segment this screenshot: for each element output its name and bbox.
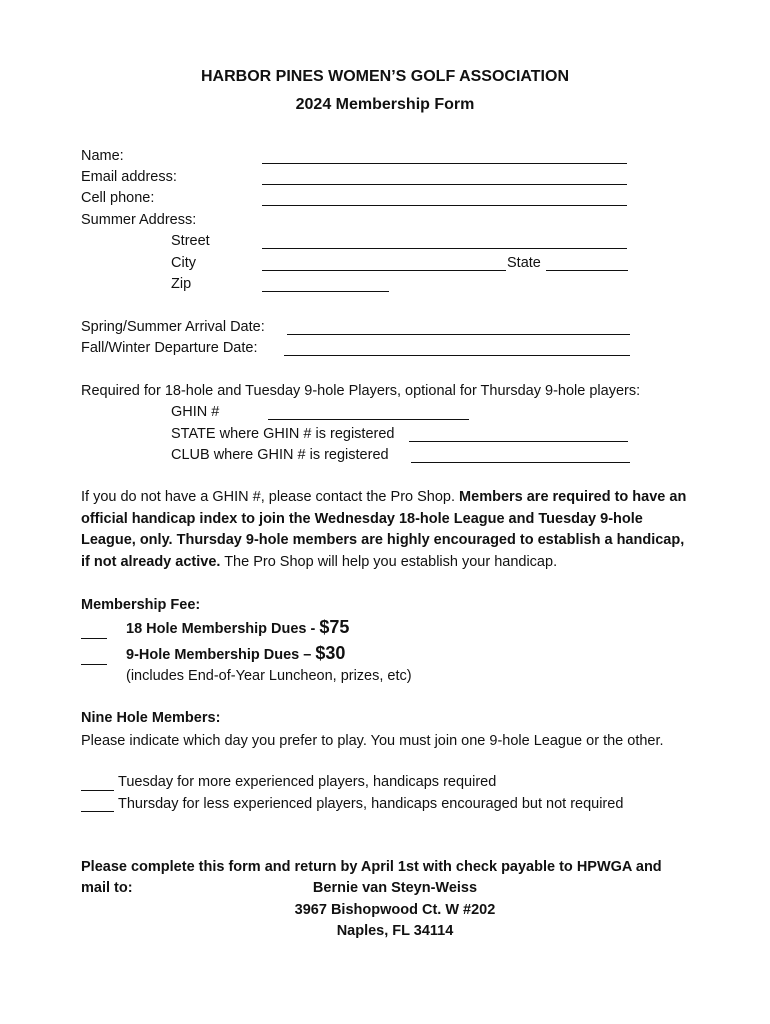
state-label: State: [507, 255, 541, 271]
mail-to-label: mail to:: [81, 880, 133, 896]
handicap-requirement: Members are required to have an official handicap index to join the Wednesday 18-hole League and Tuesday 9-hole League, only. Thursday 9-hole members are highly encouraged to establish a handicap, if not already active.: [81, 489, 687, 570]
thursday-checkbox[interactable]: [81, 811, 114, 812]
departure-date-label: Fall/Winter Departure Date:: [81, 340, 258, 356]
handicap-paragraph: [81, 487, 691, 573]
tuesday-option: Tuesday for more experienced players, handicaps required: [118, 774, 497, 790]
handicap-intro: If you do not have a GHIN #, please contact the Pro Shop.: [81, 489, 456, 505]
option-18-row: [126, 617, 349, 638]
state-field[interactable]: [546, 270, 628, 271]
city-label: City: [171, 255, 196, 271]
option-18-price: $75: [319, 617, 350, 637]
option-18-checkbox[interactable]: [81, 638, 107, 639]
form-title: HARBOR PINES WOMEN’S GOLF ASSOCIATION: [200, 68, 569, 85]
ghin-intro: Required for 18-hole and Tuesday 9-hole Players, optional for Thursday 9-hole players:: [81, 383, 641, 399]
summer-address-label: Summer Address:: [81, 212, 197, 228]
zip-label: Zip: [171, 276, 192, 292]
membership-fee-heading: Membership Fee:: [81, 597, 201, 613]
nine-hole-instructions: Please indicate which day you prefer to play. You must join one 9-hole League or the other.: [81, 733, 664, 749]
option-9-row: [126, 643, 345, 664]
phone-label: Cell phone:: [81, 190, 155, 206]
ghin-state-label: STATE where GHIN # is registered: [171, 426, 395, 442]
email-label: Email address:: [81, 169, 177, 185]
mail-city: Naples, FL 34114: [336, 923, 454, 939]
thursday-option: Thursday for less experienced players, handicaps encouraged but not required: [118, 796, 624, 812]
option-9-label: 9-Hole Membership Dues –: [126, 647, 312, 663]
departure-date-field[interactable]: [284, 355, 630, 356]
street-label: Street: [171, 233, 210, 249]
street-field[interactable]: [262, 248, 627, 249]
mail-recipient: Bernie van Steyn-Weiss: [312, 880, 478, 896]
ghin-club-field[interactable]: [411, 462, 630, 463]
name-field[interactable]: [262, 163, 627, 164]
ghin-state-field[interactable]: [409, 441, 628, 442]
ghin-club-label: CLUB where GHIN # is registered: [171, 447, 389, 463]
handicap-outro: The Pro Shop will help you establish your handicap.: [224, 553, 558, 570]
form-subtitle: 2024 Membership Form: [295, 96, 475, 113]
phone-field[interactable]: [262, 205, 627, 206]
mail-street: 3967 Bishopwood Ct. W #202: [294, 902, 496, 918]
ghin-number-label: GHIN #: [171, 404, 220, 420]
option-18-label: 18 Hole Membership Dues -: [126, 621, 316, 637]
zip-field[interactable]: [262, 291, 389, 292]
email-field[interactable]: [262, 184, 627, 185]
option-9-price: $30: [315, 643, 346, 663]
option-9-checkbox[interactable]: [81, 664, 107, 665]
fee-note: (includes End-of-Year Luncheon, prizes, etc): [126, 668, 412, 684]
ghin-number-field[interactable]: [268, 419, 469, 420]
name-label: Name:: [81, 148, 124, 164]
tuesday-checkbox[interactable]: [81, 790, 114, 791]
arrival-date-field[interactable]: [287, 334, 630, 335]
city-field[interactable]: [262, 270, 506, 271]
return-instructions: Please complete this form and return by April 1st with check payable to HPWGA and: [81, 859, 662, 875]
nine-hole-heading: Nine Hole Members:: [81, 710, 221, 726]
arrival-date-label: Spring/Summer Arrival Date:: [81, 319, 265, 335]
